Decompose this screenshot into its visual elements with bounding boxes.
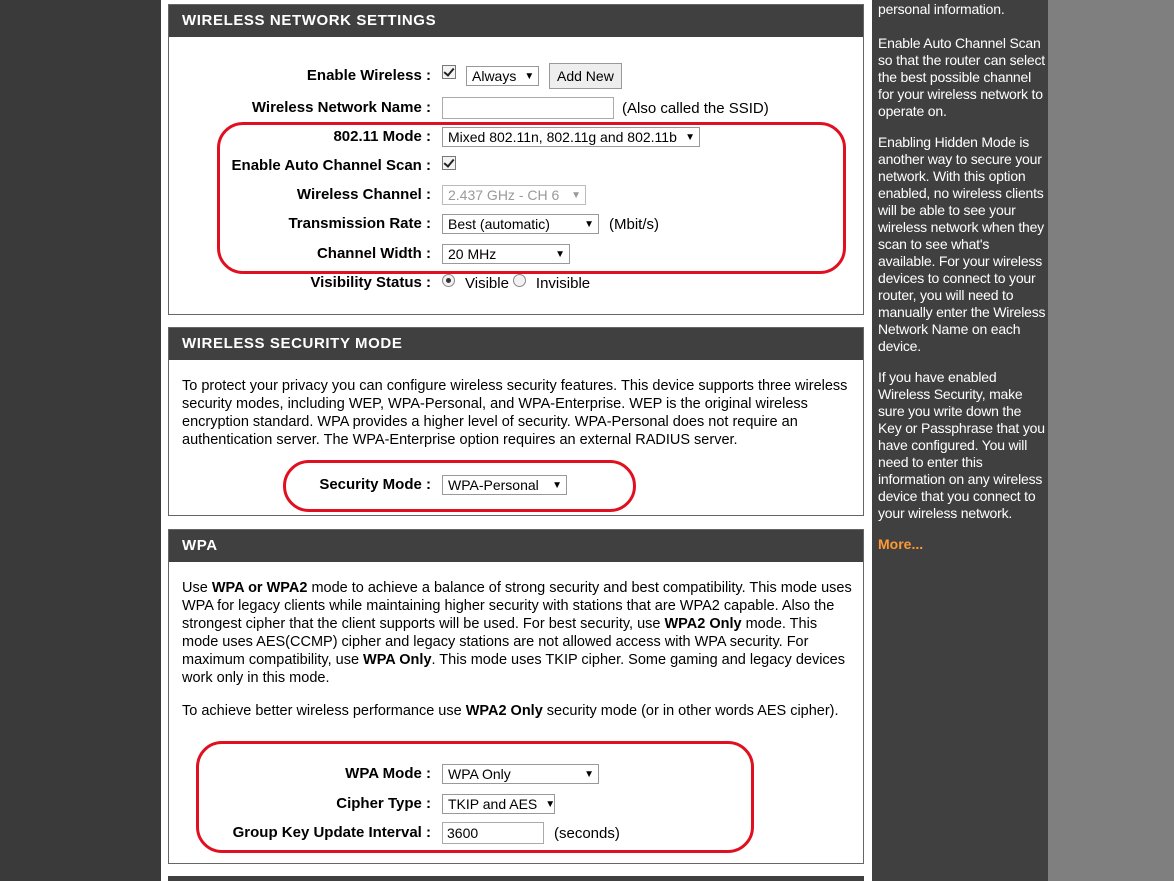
ssid-note: (Also called the SSID): [622, 99, 769, 117]
emphasis: WPA or WPA2: [211, 580, 308, 596]
field-label: Channel Width :: [316, 245, 431, 262]
mode-value: Mixed 802.11n, 802.11g and 802.11b: [448, 129, 677, 145]
emphasis: WPA2 Only: [465, 703, 543, 719]
emphasis: WPA Only: [363, 652, 432, 668]
section-header: WIRELESS SECURITY MODE: [169, 328, 863, 360]
wpa-mode-value: WPA Only: [448, 766, 511, 782]
field-label: Enable Auto Channel Scan :: [231, 157, 431, 174]
help-text: If you have enabled Wireless Security, make sure you write down the Key or Passphrase that you have configured. You will need to enter this information on any wireless device that you connect to your wireless network.: [878, 369, 1045, 521]
text-run: mode to achieve a balance of strong security and best compatibility. This mode uses WPA for legacy clients while maintaining higher security with stations that are WPA2 capable. Also the strongest cipher that the client supports will be used. For best security, use: [182, 580, 852, 632]
visible-radio[interactable]: [442, 274, 455, 287]
wpa-description: [182, 579, 852, 687]
width-value: 20 MHz: [448, 246, 497, 262]
channel-row: [169, 183, 863, 207]
rate-value: Best (automatic): [448, 216, 550, 232]
channel-value: 2.437 GHz - CH 6: [448, 187, 560, 203]
security-mode-value: WPA-Personal: [448, 477, 539, 493]
wireless-security-mode-section: [168, 327, 864, 516]
wpa-section: [168, 529, 864, 864]
field-label: WPA Mode :: [345, 765, 431, 782]
section-header: WIRELESS NETWORK SETTINGS: [169, 5, 863, 37]
transmission-rate-select[interactable]: [442, 214, 599, 234]
help-text: personal information.: [878, 1, 1005, 17]
schedule-select[interactable]: [466, 66, 539, 86]
cipher-type-select[interactable]: [442, 794, 555, 814]
enable-wireless-row: [169, 64, 863, 88]
security-mode-row: [169, 473, 863, 497]
emphasis: WPA2 Only: [664, 616, 742, 632]
security-description: To protect your privacy you can configure wireless security features. This device supports three wireless security modes, including WEP, WPA-Personal, and WPA-Enterprise. WEP is the original wireless encryption standard. WPA provides a higher level of security. WPA-Personal does not require an authentication server. The WPA-Enterprise option requires an external RADIUS server.: [182, 378, 848, 448]
group-key-row: [169, 821, 863, 845]
ssid-input[interactable]: [442, 97, 614, 119]
wpa-mode-select[interactable]: [442, 764, 599, 784]
cipher-value: TKIP and AES: [448, 796, 538, 812]
wpa-performance-note: [182, 702, 852, 720]
chevron-down-icon: ▼: [524, 70, 535, 82]
chevron-down-icon: ▼: [584, 218, 594, 230]
schedule-value: Always: [472, 68, 517, 84]
field-label: 802.11 Mode :: [333, 128, 431, 145]
field-label: Enable Wireless :: [306, 67, 431, 84]
enable-wireless-checkbox[interactable]: [442, 65, 456, 79]
network-name-row: [169, 96, 863, 120]
text-run: . This mode uses TKIP cipher. Some gaming and legacy devices work only in this mode.: [182, 652, 845, 686]
chevron-down-icon: ▼: [685, 131, 695, 143]
text-run: To achieve better wireless performance use: [182, 703, 466, 719]
chevron-down-icon: ▼: [571, 189, 581, 201]
text-run: Use: [182, 580, 212, 596]
mode-row: [169, 125, 863, 149]
width-row: [169, 242, 863, 266]
wireless-channel-select[interactable]: [442, 185, 586, 205]
help-text: Enabling Hidden Mode is another way to secure your network. With this option enabled, no wireless clients will be able to see your wireless network when they scan to see what's available. For your wireless devices to connect to your router, you will need to manually enter the Wireless Network Name on each device.: [878, 134, 1046, 354]
wireless-mode-select[interactable]: [442, 127, 700, 147]
visible-label: Visible: [465, 274, 509, 292]
text-run: mode. This mode uses AES(CCMP) cipher and legacy stations are not allowed access with WPA security. For maximum compatibility, use: [182, 616, 818, 668]
group-key-unit: (seconds): [554, 824, 620, 842]
field-label: Cipher Type :: [336, 795, 431, 812]
chevron-down-icon: ▼: [545, 798, 556, 810]
next-section-header: [168, 876, 864, 881]
visibility-row: [169, 271, 863, 295]
chevron-down-icon: ▼: [552, 479, 562, 491]
wpa-mode-row: [169, 762, 863, 786]
security-mode-select[interactable]: [442, 475, 567, 495]
section-header: WPA: [169, 530, 863, 562]
text-run: security mode (or in other words AES cipher).: [542, 703, 839, 719]
more-link[interactable]: More...: [878, 536, 924, 552]
rate-unit: (Mbit/s): [609, 215, 659, 233]
field-label: Wireless Network Name :: [251, 99, 431, 116]
rate-row: [169, 212, 863, 236]
group-key-interval-input[interactable]: 3600: [442, 822, 544, 844]
invisible-radio[interactable]: [513, 274, 526, 287]
field-label: Group Key Update Interval :: [232, 824, 431, 841]
add-new-button[interactable]: Add New: [549, 63, 622, 89]
field-label: Transmission Rate :: [288, 215, 431, 232]
auto-channel-checkbox[interactable]: [442, 156, 456, 170]
chevron-down-icon: ▼: [584, 768, 594, 780]
channel-width-select[interactable]: [442, 244, 570, 264]
right-margin: [1048, 0, 1174, 881]
field-label: Security Mode :: [319, 476, 431, 493]
auto-channel-row: [169, 154, 863, 178]
field-label: Visibility Status :: [310, 274, 431, 291]
cipher-row: [169, 792, 863, 816]
chevron-down-icon: ▼: [555, 248, 565, 260]
help-text: Enable Auto Channel Scan so that the router can select the best possible channel for your wireless network to operate on.: [878, 35, 1045, 119]
invisible-label: Invisible: [535, 274, 591, 292]
left-margin: [0, 0, 161, 881]
wireless-network-settings-section: [168, 4, 864, 315]
help-sidebar: [872, 0, 1048, 881]
field-label: Wireless Channel :: [296, 186, 431, 203]
